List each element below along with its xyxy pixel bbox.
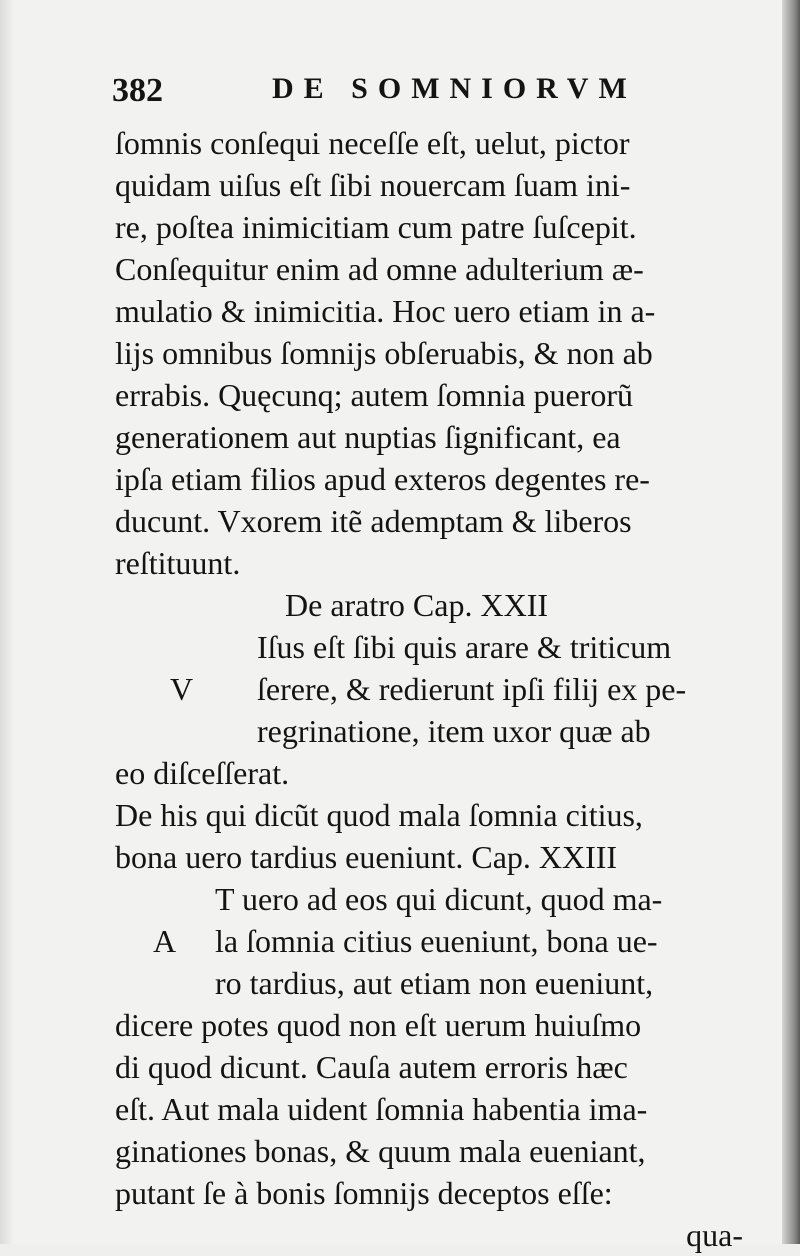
text-line: lijs omnibus ſomnijs obſeruabis, & non ab	[115, 335, 653, 371]
text-line: ipſa etiam filios apud exteros degentes re-	[115, 461, 650, 497]
text-line: putant ſe à bonis ſomnijs deceptos eſſe:	[115, 1175, 613, 1211]
text-line: ducunt. Vxorem itẽ ademptam & liberos	[115, 503, 632, 539]
page-header	[112, 72, 732, 116]
text-line	[115, 920, 743, 962]
catchword: qua-	[686, 1217, 743, 1253]
drop-capital: A	[153, 923, 177, 959]
text-line: ginationes bonas, & quum mala eueniant,	[115, 1133, 646, 1169]
text-line: generationem aut nuptias ſignificant, ea	[115, 419, 621, 455]
text-line: di quod dicunt. Cauſa autem erroris hæc	[115, 1049, 628, 1085]
text-line: eo diſceſſerat.	[115, 755, 290, 791]
text-line: mulatio & inimicitia. Hoc uero etiam in a-	[115, 293, 656, 329]
running-title: DE SOMNIORVM	[272, 72, 637, 105]
text-line: reſtituunt.	[115, 545, 241, 581]
text-line-content: ſerere, & redierunt ipſi filij ex pe-	[257, 671, 687, 707]
page-edge-shadow	[782, 0, 800, 1244]
text-line: ro tardius, aut etiam non eueniunt,	[215, 965, 654, 1001]
text-line: eſt. Aut mala uident ſomnia habentia ima-	[115, 1091, 648, 1127]
chapter-heading-23-cont: bona uero tardius eueniunt. Cap. XXIII	[115, 839, 618, 875]
text-line: regrinatione, item uxor quæ ab	[257, 713, 651, 749]
text-line: Iſus eſt ſibi quis arare & triticum	[257, 629, 672, 665]
chapter-heading-22: De aratro Cap. XXII	[285, 587, 548, 623]
text-line: re, poſtea inimicitiam cum patre ſuſcepit.	[115, 209, 637, 245]
drop-capital: V	[170, 671, 194, 707]
chapter-heading-23: De his qui dicũt quod mala ſomnia citius,	[115, 797, 643, 833]
text-line: ſomnis conſequi neceſſe eſt, uelut, pictor	[115, 125, 630, 161]
text-line: quidam uiſus eſt ſibi nouercam ſuam ini-	[115, 167, 631, 203]
text-line: Conſequitur enim ad omne adulterium æ-	[115, 251, 644, 287]
text-block	[115, 122, 743, 1256]
page-gutter-shadow	[0, 0, 14, 1244]
text-line-content: la ſomnia citius eueniunt, bona ue-	[215, 923, 658, 959]
page-number: 382	[112, 72, 163, 109]
text-line: errabis. Quęcunq; autem ſomnia puerorũ	[115, 377, 634, 413]
text-line: dicere potes quod non eſt uerum huiuſmo	[115, 1007, 642, 1043]
text-line	[115, 668, 743, 710]
text-line: T uero ad eos qui dicunt, quod ma-	[215, 881, 663, 917]
